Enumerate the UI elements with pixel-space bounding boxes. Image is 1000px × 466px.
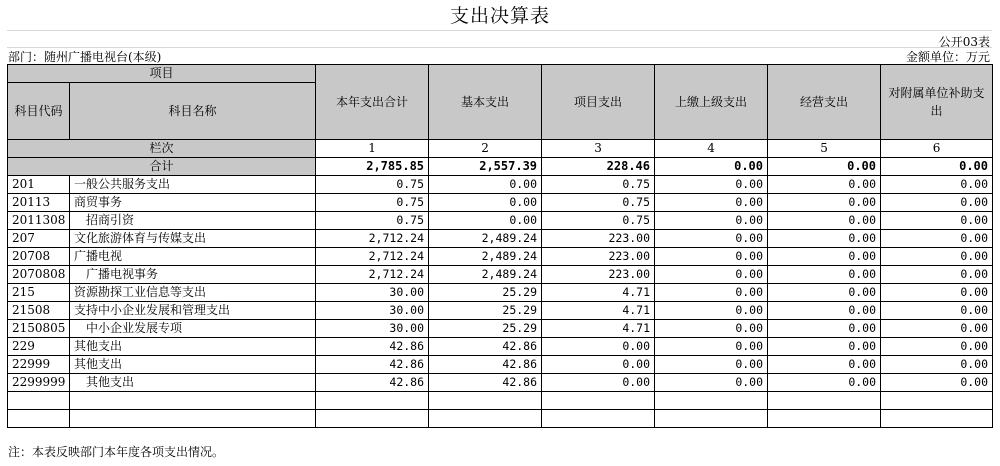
subject-code: 2070808: [8, 266, 70, 284]
amount-cell: 42.86: [316, 338, 429, 356]
amount-cell: 0.00: [881, 374, 993, 392]
amount-cell: 0.00: [768, 212, 881, 230]
amount-cell: 42.86: [429, 338, 542, 356]
amount-cell: 42.86: [316, 356, 429, 374]
amount-cell: 0.75: [316, 194, 429, 212]
seq-6: 6: [881, 140, 993, 158]
amount-cell: 0.00: [768, 320, 881, 338]
amount-cell: 0.00: [655, 284, 768, 302]
subject-code: 229: [8, 338, 70, 356]
table-row: [8, 320, 993, 338]
subject-code: 20708: [8, 248, 70, 266]
amount-cell: 2,712.24: [316, 266, 429, 284]
amount-cell: 0.00: [655, 176, 768, 194]
amount-cell: 0.00: [768, 284, 881, 302]
subject-name: 文化旅游体育与传媒支出: [70, 230, 316, 248]
subject-code: 21508: [8, 302, 70, 320]
total-value: 0.00: [655, 158, 768, 176]
header-col-1: 本年支出合计: [316, 65, 429, 140]
amount-cell: 0.00: [881, 248, 993, 266]
amount-cell: 0.00: [881, 266, 993, 284]
amount-cell: 0.00: [881, 212, 993, 230]
subject-code: 201: [8, 176, 70, 194]
amount-cell: 0.75: [542, 176, 655, 194]
amount-cell: 0.75: [542, 212, 655, 230]
amount-cell: 0.00: [768, 266, 881, 284]
amount-cell: 0.00: [542, 338, 655, 356]
header-code: 科目代码: [8, 83, 70, 140]
amount-cell: 0.00: [881, 284, 993, 302]
meta-row: [0, 48, 1000, 63]
table-title: 支出决算表: [449, 5, 550, 27]
amount-cell: 4.71: [542, 320, 655, 338]
amount-cell: 42.86: [429, 374, 542, 392]
amount-cell: 0.00: [881, 230, 993, 248]
amount-cell: 223.00: [542, 266, 655, 284]
amount-cell: 0.00: [429, 212, 542, 230]
subject-name: 其他支出: [70, 338, 316, 356]
header-col-2: 基本支出: [429, 65, 542, 140]
form-number-row: [0, 33, 1000, 48]
subject-name: 其他支出: [70, 374, 316, 392]
unit-label: 金额单位：万元: [905, 50, 990, 64]
amount-cell: 0.00: [768, 176, 881, 194]
amount-cell: 0.00: [881, 194, 993, 212]
amount-cell: 0.00: [881, 356, 993, 374]
subject-name: 广播电视: [70, 248, 316, 266]
amount-cell: 223.00: [542, 230, 655, 248]
amount-cell: 2,712.24: [316, 230, 429, 248]
amount-cell: 0.00: [655, 338, 768, 356]
table-row: [8, 176, 993, 194]
header-name: 科目名称: [70, 83, 316, 140]
table-row: [8, 356, 993, 374]
amount-cell: 30.00: [316, 284, 429, 302]
subject-code: 22999: [8, 356, 70, 374]
amount-cell: 0.75: [316, 212, 429, 230]
amount-cell: 2,489.24: [429, 248, 542, 266]
amount-cell: 0.00: [768, 248, 881, 266]
table-row: [8, 374, 993, 392]
amount-cell: 0.00: [655, 356, 768, 374]
table-row: [8, 266, 993, 284]
amount-cell: 30.00: [316, 320, 429, 338]
amount-cell: 0.00: [881, 320, 993, 338]
seq-5: 5: [768, 140, 881, 158]
subject-code: 207: [8, 230, 70, 248]
amount-cell: 0.00: [655, 230, 768, 248]
amount-cell: 42.86: [316, 374, 429, 392]
subject-name: 中小企业发展专项: [70, 320, 316, 338]
amount-cell: 25.29: [429, 284, 542, 302]
subject-name: 支持中小企业发展和管理支出: [70, 302, 316, 320]
seq-label: 栏次: [8, 140, 316, 158]
amount-cell: 0.00: [881, 338, 993, 356]
expenditure-table: [7, 64, 993, 428]
department-label: 部门：随州广播电视台(本级): [8, 50, 162, 64]
amount-cell: 0.75: [316, 176, 429, 194]
total-row: [8, 158, 993, 176]
amount-cell: 0.00: [768, 194, 881, 212]
table-row: [8, 248, 993, 266]
subject-code: 2011308: [8, 212, 70, 230]
table-row: [8, 338, 993, 356]
table-row: [8, 212, 993, 230]
header-item: 项目: [8, 65, 316, 83]
amount-cell: 0.00: [768, 356, 881, 374]
amount-cell: 0.00: [768, 230, 881, 248]
amount-cell: 0.00: [881, 176, 993, 194]
amount-cell: 0.00: [542, 356, 655, 374]
total-value: 0.00: [768, 158, 881, 176]
total-value: 228.46: [542, 158, 655, 176]
amount-cell: 0.00: [429, 176, 542, 194]
amount-cell: 25.29: [429, 320, 542, 338]
empty-row: [8, 410, 993, 428]
table-row: [8, 230, 993, 248]
amount-cell: 0.00: [655, 374, 768, 392]
seq-1: 1: [316, 140, 429, 158]
header-col-3: 项目支出: [542, 65, 655, 140]
footnote: 注：本表反映部门本年度各项支出情况。: [8, 445, 225, 459]
amount-cell: 4.71: [542, 302, 655, 320]
table-row: [8, 284, 993, 302]
amount-cell: 0.00: [655, 248, 768, 266]
subject-name: 资源勘探工业信息等支出: [70, 284, 316, 302]
amount-cell: 0.00: [655, 320, 768, 338]
amount-cell: 42.86: [429, 356, 542, 374]
table-row: [8, 302, 993, 320]
empty-row: [8, 392, 993, 410]
seq-2: 2: [429, 140, 542, 158]
amount-cell: 2,712.24: [316, 248, 429, 266]
amount-cell: 0.00: [542, 374, 655, 392]
amount-cell: 0.00: [768, 302, 881, 320]
amount-cell: 30.00: [316, 302, 429, 320]
subject-name: 一般公共服务支出: [70, 176, 316, 194]
total-value: 2,785.85: [316, 158, 429, 176]
total-label: 合计: [8, 158, 316, 176]
table-row: [8, 194, 993, 212]
subject-code: 2299999: [8, 374, 70, 392]
header-col-5: 经营支出: [768, 65, 881, 140]
seq-4: 4: [655, 140, 768, 158]
amount-cell: 0.00: [655, 194, 768, 212]
total-value: 2,557.39: [429, 158, 542, 176]
header-col-6: 对附属单位补助支出: [881, 65, 993, 140]
amount-cell: 0.00: [655, 302, 768, 320]
total-value: 0.00: [881, 158, 993, 176]
amount-cell: 223.00: [542, 248, 655, 266]
subject-code: 215: [8, 284, 70, 302]
subject-code: 20113: [8, 194, 70, 212]
subject-name: 商贸事务: [70, 194, 316, 212]
seq-3: 3: [542, 140, 655, 158]
amount-cell: 0.75: [542, 194, 655, 212]
subject-name: 广播电视事务: [70, 266, 316, 284]
amount-cell: 25.29: [429, 302, 542, 320]
amount-cell: 0.00: [768, 374, 881, 392]
header-col-4: 上缴上级支出: [655, 65, 768, 140]
amount-cell: 4.71: [542, 284, 655, 302]
subject-name: 其他支出: [70, 356, 316, 374]
form-number: 公开03表: [938, 35, 990, 49]
amount-cell: 2,489.24: [429, 266, 542, 284]
amount-cell: 0.00: [655, 212, 768, 230]
amount-cell: 0.00: [655, 266, 768, 284]
amount-cell: 2,489.24: [429, 230, 542, 248]
amount-cell: 0.00: [768, 338, 881, 356]
amount-cell: 0.00: [881, 302, 993, 320]
subject-code: 2150805: [8, 320, 70, 338]
amount-cell: 0.00: [429, 194, 542, 212]
subject-name: 招商引资: [70, 212, 316, 230]
